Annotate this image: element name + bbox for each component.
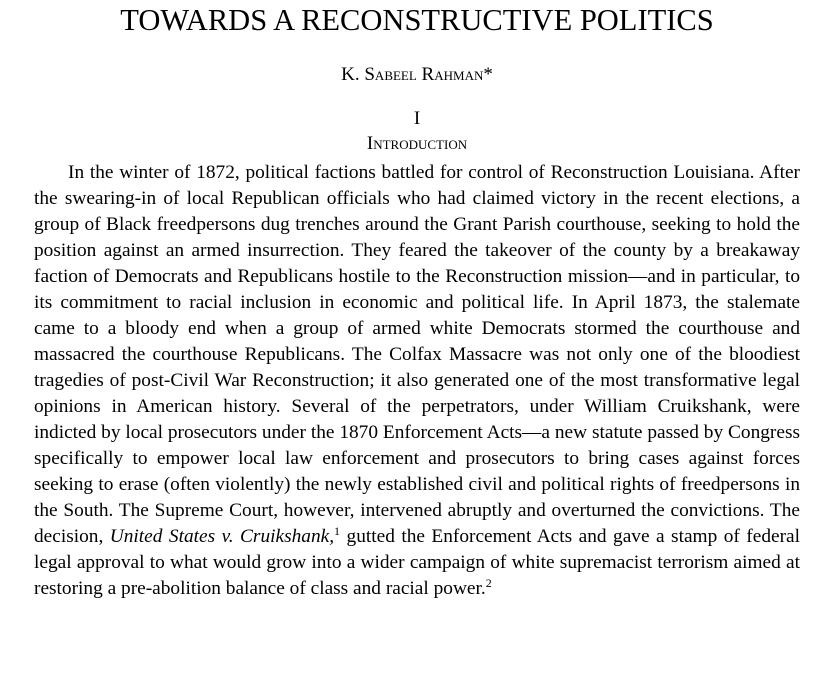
intro-paragraph — [34, 160, 800, 602]
footnote-ref-2[interactable]: 2 — [485, 575, 492, 590]
footnote-ref-1[interactable]: 1 — [334, 523, 341, 538]
author-line — [34, 63, 800, 87]
section-number: I — [413, 108, 421, 129]
author-footnote-mark: * — [483, 64, 493, 85]
paragraph-text-part-2: gutted the Enforcement Acts and gave a stamp of federal legal approval to what would grow into a wider campaign of white supremacist terrorism aimed at restoring a pre-abolition balance of class and racial power. — [34, 526, 800, 599]
author-name: K. Sabeel Rahman — [341, 64, 484, 85]
case-citation: United States v. Cruikshank, — [109, 526, 335, 547]
section-heading: Introduction — [366, 133, 468, 154]
paragraph-text-part-1: In the winter of 1872, political factions battled for control of Reconstruction Louisiana. After the swearing-in of local Republican officials who had claimed victory in the recent elections, a group of Black freedpersons dug trenches around the Grant Parish courthouse, seeking to hold the position against an armed insurrection. They feared the takeover of the county by a breakaway faction of Democrats and Republicans hostile to the Reconstruction mission—and in particular, to its commitment to racial inclusion in economic and political life. In April 1873, the stalemate came to a bloody end when a group of armed white Democrats stormed the courthouse and massacred the courthouse Republicans. The Colfax Massacre was not only one of the bloodiest tragedies of post-Civil War Reconstruction; it also generated one of the most transformative legal opinions in American history. Several of the perpetrators, under William Cruikshank, were indicted by local prosecutors under the 1870 Enforcement Acts—a new statute passed by Congress specifically to empower local law enforcement and prosecutors to bring cases against forces seeking to erase (often violently) the newly established civil and political rights of freedpersons in the South. The Supreme Court, however, intervened abruptly and overturned the convictions. The decision, — [34, 162, 800, 547]
document-page — [34, 0, 800, 602]
article-title: TOWARDS A RECONSTRUCTIVE POLITICS — [120, 3, 714, 37]
